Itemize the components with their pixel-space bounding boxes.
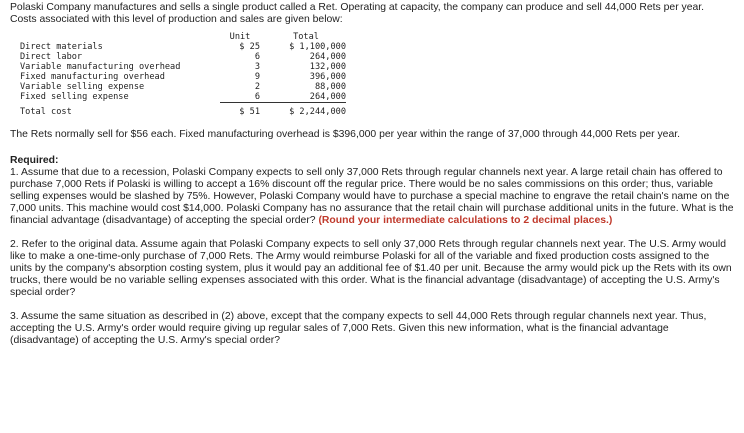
- required-heading: Required:: [10, 155, 59, 166]
- row-unit: 6: [254, 92, 260, 102]
- requirement-1: [10, 167, 734, 227]
- row-unit: 3: [254, 62, 260, 72]
- total-unit: $ 51: [220, 103, 266, 118]
- cost-row-fixed-selling: [20, 92, 346, 103]
- row-total: 264,000: [309, 92, 346, 102]
- row-total: 132,000: [309, 62, 346, 72]
- row-unit: 2: [254, 82, 260, 92]
- requirement-3: 3. Assume the same situation as described in (2) above, except that the company expects to sell 44,000 Rets through regular channels next year. Thus, accepting the U.S. Army's order would require giving up regular sales of 7,000 Rets. Given this new information, what is the financial advantage (disadvantage) of accepting the U.S. Army's special order?: [10, 311, 707, 346]
- header-label-spacer: [20, 32, 220, 42]
- row-unit: 6: [254, 52, 260, 62]
- cost-row-total: [20, 103, 346, 118]
- row-label: Fixed manufacturing overhead: [20, 72, 165, 82]
- requirement-1-emphasis: (Round your intermediate calculations to 2 decimal places.): [318, 215, 613, 226]
- row-label: Variable manufacturing overhead: [20, 62, 181, 72]
- row-label: Direct materials: [20, 42, 103, 52]
- cost-table: [20, 32, 346, 117]
- row-unit: $ 25: [239, 42, 260, 52]
- header-unit: Unit: [229, 32, 251, 42]
- row-unit: 9: [254, 72, 260, 82]
- total-total: $ 2,244,000: [266, 103, 346, 118]
- cost-row-variable-mfg-overhead: [20, 62, 346, 72]
- requirement-1-text: 1. Assume that due to a recession, Polaski Company expects to sell only 37,000 Rets through regular channels next year. A large retail chain has offered to purchase 7,000 Rets if Polaski is willing to accept a 16% discount off the regular price. There would be no sales commissions on this order; thus, variable selling expenses would be slashed by 75%. However, Polaski Company would have to purchase a special machine to engrave the retail chain's name on the 7,000 units. This machine would cost $14,000. Polaski Company has no assurance that the retail chain will purchase additional units in the future. What is the financial advantage (disadvantage) of accepting the special order?: [10, 167, 734, 226]
- row-label: Fixed selling expense: [20, 92, 129, 103]
- cost-row-variable-selling: [20, 82, 346, 92]
- row-label: Variable selling expense: [20, 82, 145, 92]
- cost-row-fixed-mfg-overhead: [20, 72, 346, 82]
- requirement-2: 2. Refer to the original data. Assume again that Polaski Company expects to sell only 37,000 Rets through regular channels next year. The U.S. Army would like to make a one-time-only purchase of 7,000 Rets. The Army would reimburse Polaski for all of the variable and fixed production costs assigned to the units by the company's absorption costing system, plus it would pay an additional fee of $1.40 per unit. Because the army would pick up the Rets with its own trucks, there would be no variable selling expenses associated with this order. What is the financial advantage (disadvantage) of accepting the U.S. Army's special order?: [10, 239, 732, 298]
- row-label: Direct labor: [20, 52, 83, 62]
- selling-price-note: The Rets normally sell for $56 each. Fixed manufacturing overhead is $396,000 per year within the range of 37,000 through 44,000 Rets per year.: [10, 129, 681, 140]
- total-label: Total cost: [20, 106, 72, 117]
- intro-paragraph: Polaski Company manufactures and sells a single product called a Ret. Operating at capacity, the company can produce and sell 44,000 Rets per year. Costs associated with this level of production and sales are given below:: [10, 2, 705, 25]
- cost-row-direct-materials: [20, 42, 346, 52]
- row-total: 88,000: [314, 82, 346, 92]
- cost-row-direct-labor: [20, 52, 346, 62]
- row-total: 264,000: [309, 52, 346, 62]
- header-total: Total: [293, 32, 319, 42]
- row-total: 396,000: [309, 72, 346, 82]
- cost-table-header: [20, 32, 346, 42]
- row-total: $ 1,100,000: [289, 42, 346, 52]
